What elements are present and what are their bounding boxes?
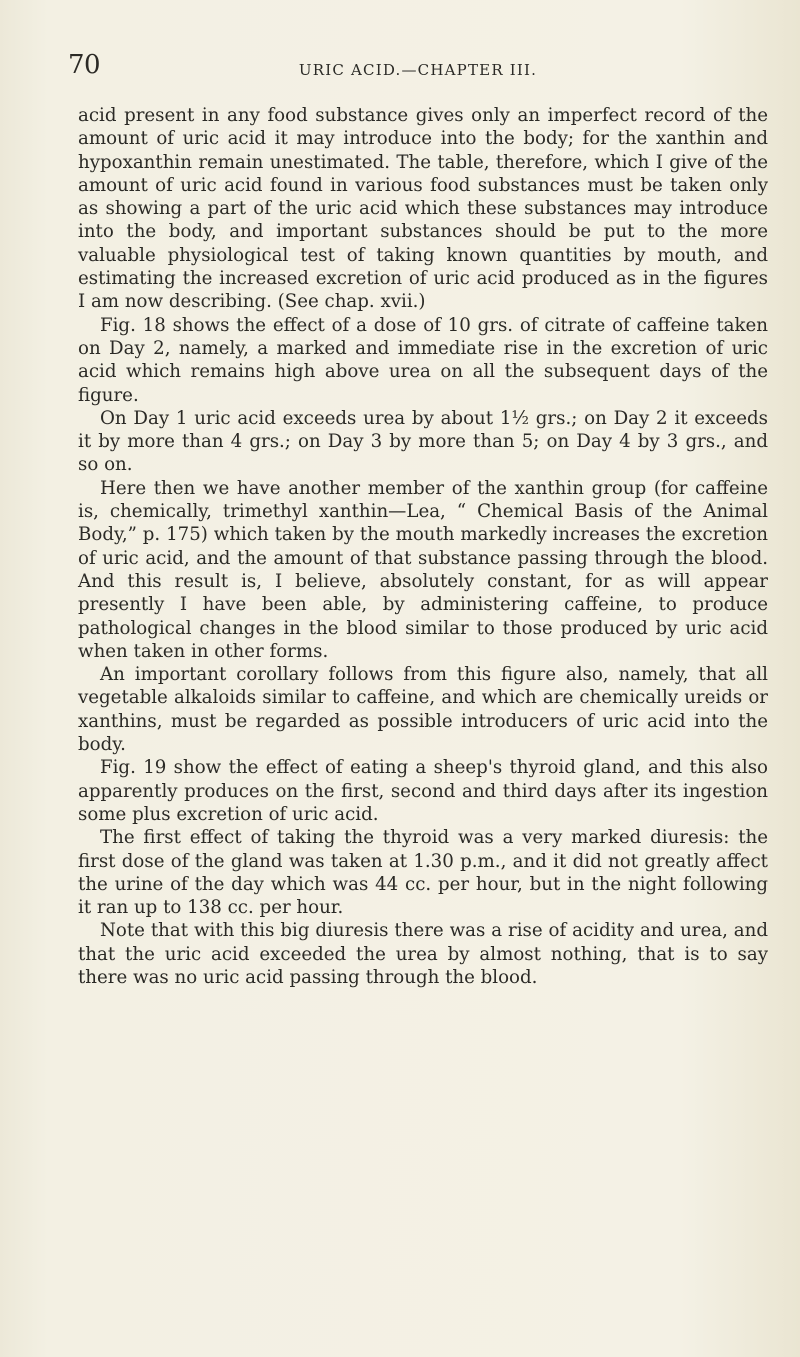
paragraph-day-comparison: On Day 1 uric acid exceeds urea by about 1½ grs.; on Day 2 it exceeds it by more than 4 grs.; on Day 3 by more than 5; on Day 4 by 3 grs., and so on. [78,407,768,476]
paragraph-continuation: acid present in any food substance gives only an imperfect record of the amount of uric acid it may introduce into the body; for the xanthin and hypoxanthin remain unestimated. The table, therefore, which I give of the amount of uric acid found in various food substances must be taken only as showing a part of the uric acid which these substances may introduce into the body, and important substances should be put to the more valuable physiological test of taking known quantities by mouth, and estimating the increased excretion of uric acid produced as in the figures I am now describing. (See chap. xvii.) [78,105,768,313]
paragraph-thyroid-effect: The first effect of taking the thyroid was a very marked diuresis: the first dose of the gland was taken at 1.30 p.m., and it did not greatly affect the urine of the day which was 44 cc. per hour, but in the night following it ran up to 138 cc. per hour. [78,827,768,919]
body-text [78,104,768,989]
paragraph-fig-18: Fig. 18 shows the effect of a dose of 10 grs. of citrate of caffeine taken on Day 2, namely, a marked and immediate rise in the excretion of uric acid which remains high above urea on all the subsequent days of the figure. [78,314,768,406]
running-head: URIC ACID.—CHAPTER III. [298,61,538,79]
paragraph-fig-19: Fig. 19 show the effect of eating a sheep's thyroid gland, and this also apparently produces on the first, second and third days after its ingestion some plus excretion of uric acid. [78,757,768,825]
page-number: 70 [68,50,101,80]
page-header [68,50,768,90]
paragraph-xanthin-group: Here then we have another member of the xanthin group (for caffeine is, chemically, trimethyl xanthin—Lea, “ Chemical Basis of the Animal Body,” p. 175) which taken by the mouth markedly increases the excretion of uric acid, and the amount of that substance passing through the blood. And this result is, I believe, absolutely constant, for as will appear presently I have been able, by administering caffeine, to produce pathological changes in the blood similar to those produced by uric acid when taken in other forms. [78,477,768,662]
paragraph-corollary: An important corollary follows from this figure also, namely, that all vegetable alkaloids similar to caffeine, and which are chemically ureids or xanthins, must be regarded as possible introducers of uric acid into the body. [78,664,768,756]
paragraph-diuresis-note: Note that with this big diuresis there was a rise of acidity and urea, and that the uric acid exceeded the urea by almost nothing, that is to say there was no uric acid passing through the blood. [78,920,768,988]
